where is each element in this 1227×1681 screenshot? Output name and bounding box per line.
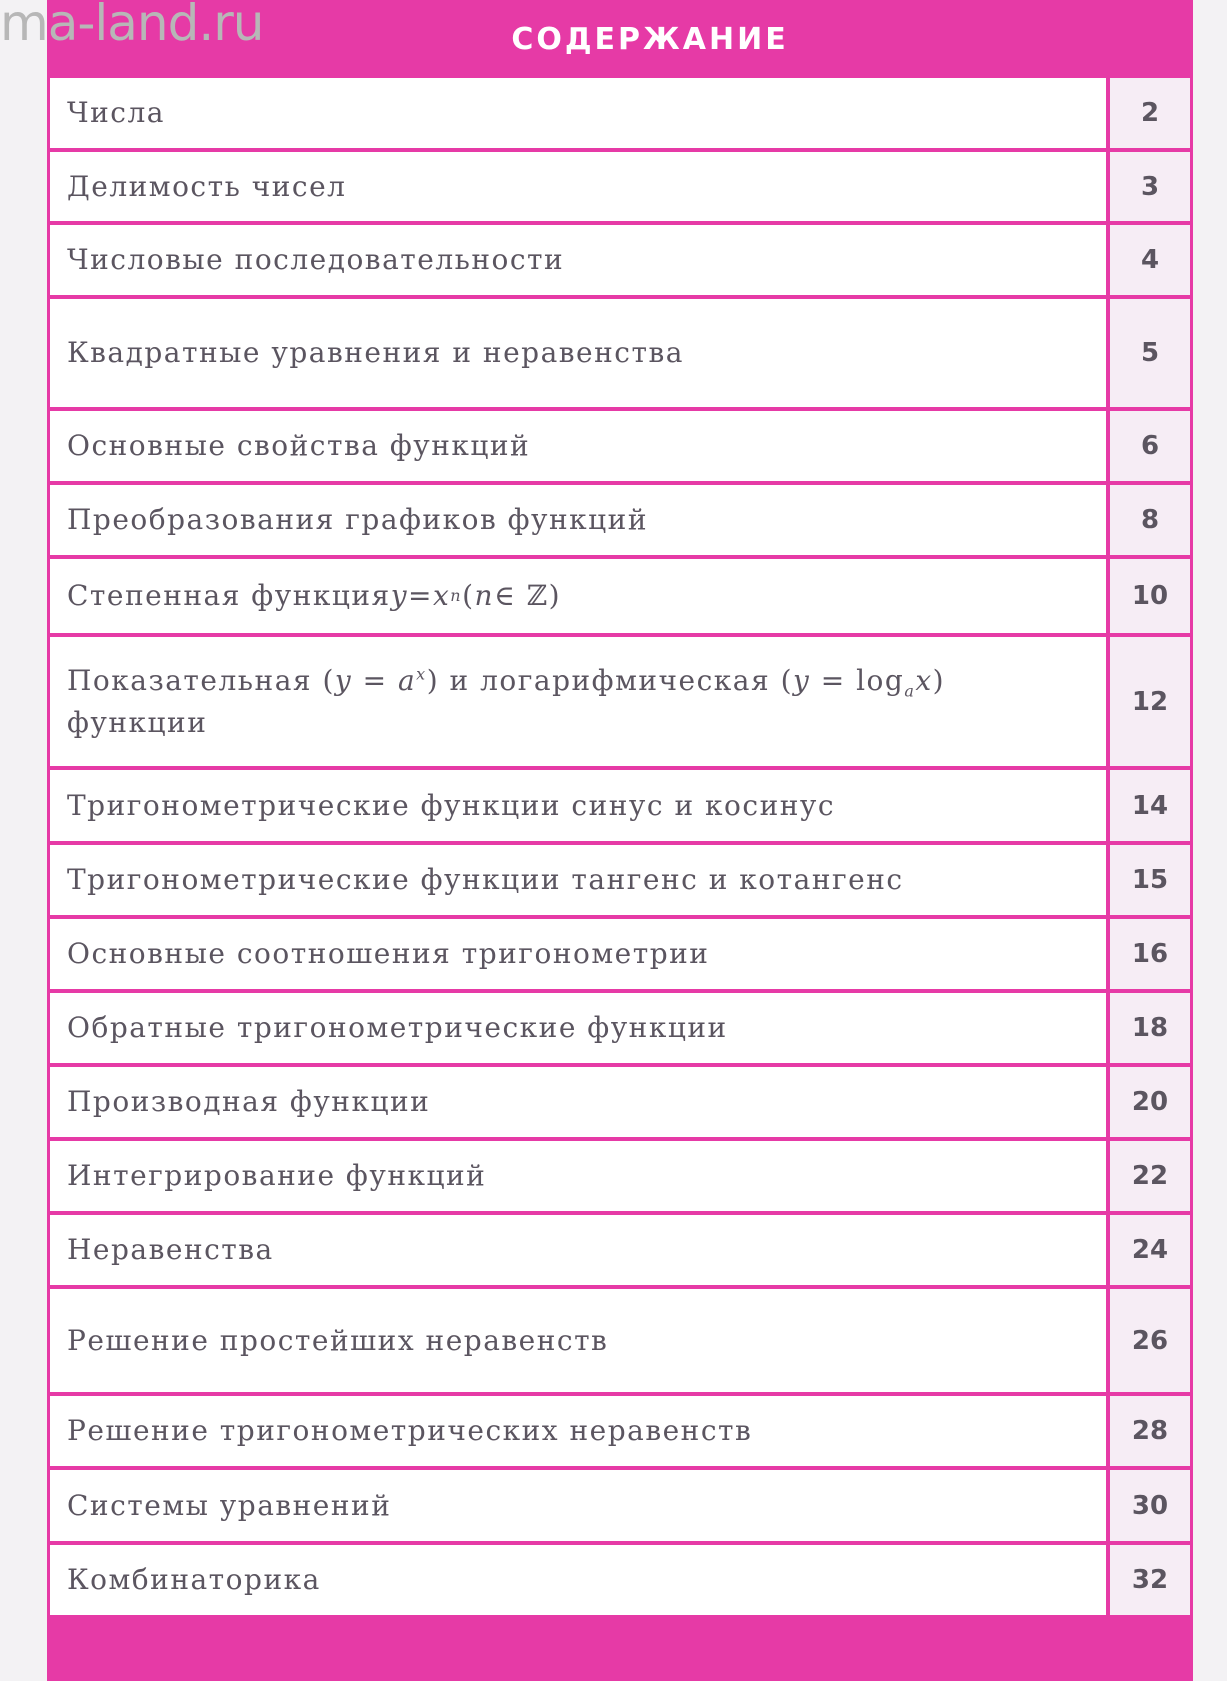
- toc-entry-page: 4: [1110, 225, 1190, 295]
- toc-row[interactable]: [47, 1396, 1193, 1466]
- toc-row[interactable]: [47, 225, 1193, 295]
- toc-row[interactable]: [47, 1470, 1193, 1541]
- toc-entry-page: 18: [1110, 993, 1190, 1063]
- toc-entry-title: Делимость чисел: [50, 152, 1106, 221]
- toc-entry-page: 12: [1110, 637, 1190, 766]
- toc-entry-title: Основные свойства функций: [50, 411, 1106, 481]
- toc-entry-page: 20: [1110, 1067, 1190, 1137]
- toc-entry-page: 26: [1110, 1289, 1190, 1392]
- toc-entry-title: Основные соотношения тригонометрии: [50, 919, 1106, 989]
- toc-entry-page: 28: [1110, 1396, 1190, 1466]
- toc-entry-page: 5: [1110, 299, 1190, 407]
- toc-row[interactable]: [47, 1545, 1193, 1615]
- toc-entry-page: 32: [1110, 1545, 1190, 1615]
- toc-entry-title: Числа: [50, 78, 1106, 148]
- toc-row[interactable]: [47, 1289, 1193, 1392]
- toc-entry-page: 8: [1110, 485, 1190, 555]
- toc-entry-page: 24: [1110, 1215, 1190, 1285]
- toc-entry-page: 15: [1110, 845, 1190, 915]
- toc-row[interactable]: [47, 637, 1193, 766]
- toc-entry-title: Степенная функция y = x n ( n ∈ ℤ): [50, 559, 1106, 633]
- toc-row[interactable]: [47, 411, 1193, 481]
- toc-entry-title: Интегрирование функций: [50, 1141, 1106, 1211]
- toc-entry-page: 6: [1110, 411, 1190, 481]
- toc-entry-title: Квадратные уравнения и неравенства: [50, 299, 1106, 407]
- toc-row[interactable]: [47, 485, 1193, 555]
- toc-entry-title: Системы уравнений: [50, 1470, 1106, 1541]
- toc-row[interactable]: [47, 770, 1193, 841]
- toc-row[interactable]: [47, 299, 1193, 407]
- toc-entry-page: 30: [1110, 1470, 1190, 1541]
- toc-entry-page: 2: [1110, 78, 1190, 148]
- toc-entry-page: 16: [1110, 919, 1190, 989]
- toc-entry-title: Решение простейших неравенств: [50, 1289, 1106, 1392]
- toc-entry-title: Решение тригонометрических неравенств: [50, 1396, 1106, 1466]
- contents-title: СОДЕРЖАНИЕ: [511, 21, 789, 57]
- contents-table: [47, 78, 1193, 1615]
- contents-page: [47, 0, 1193, 1681]
- toc-entry-title: Производная функции: [50, 1067, 1106, 1137]
- toc-row[interactable]: [47, 152, 1193, 221]
- toc-row[interactable]: [47, 845, 1193, 915]
- toc-entry-page: 3: [1110, 152, 1190, 221]
- toc-row[interactable]: [47, 78, 1193, 148]
- toc-row[interactable]: [47, 1067, 1193, 1137]
- toc-row[interactable]: [47, 993, 1193, 1063]
- toc-entry-page: 10: [1110, 559, 1190, 633]
- toc-entry-title: Показательная $(y = a^x)$ и логарифмическая $(y = \log_ax)$ функции: [50, 637, 1106, 766]
- toc-entry-title: Тригонометрические функции тангенс и котангенс: [50, 845, 1106, 915]
- toc-entry-page: 14: [1110, 770, 1190, 841]
- toc-entry-title: Числовые последовательности: [50, 225, 1106, 295]
- toc-row[interactable]: [47, 1215, 1193, 1285]
- toc-row[interactable]: [47, 1141, 1193, 1211]
- toc-entry-title: Обратные тригонометрические функции: [50, 993, 1106, 1063]
- toc-row[interactable]: [47, 919, 1193, 989]
- site-watermark: ma-land.ru: [0, 0, 264, 52]
- toc-entry-title: Тригонометрические функции синус и косинус: [50, 770, 1106, 841]
- toc-entry-title: Комбинаторика: [50, 1545, 1106, 1615]
- toc-entry-page: 22: [1110, 1141, 1190, 1211]
- toc-entry-title: Преобразования графиков функций: [50, 485, 1106, 555]
- toc-row[interactable]: [47, 559, 1193, 633]
- toc-entry-title: Неравенства: [50, 1215, 1106, 1285]
